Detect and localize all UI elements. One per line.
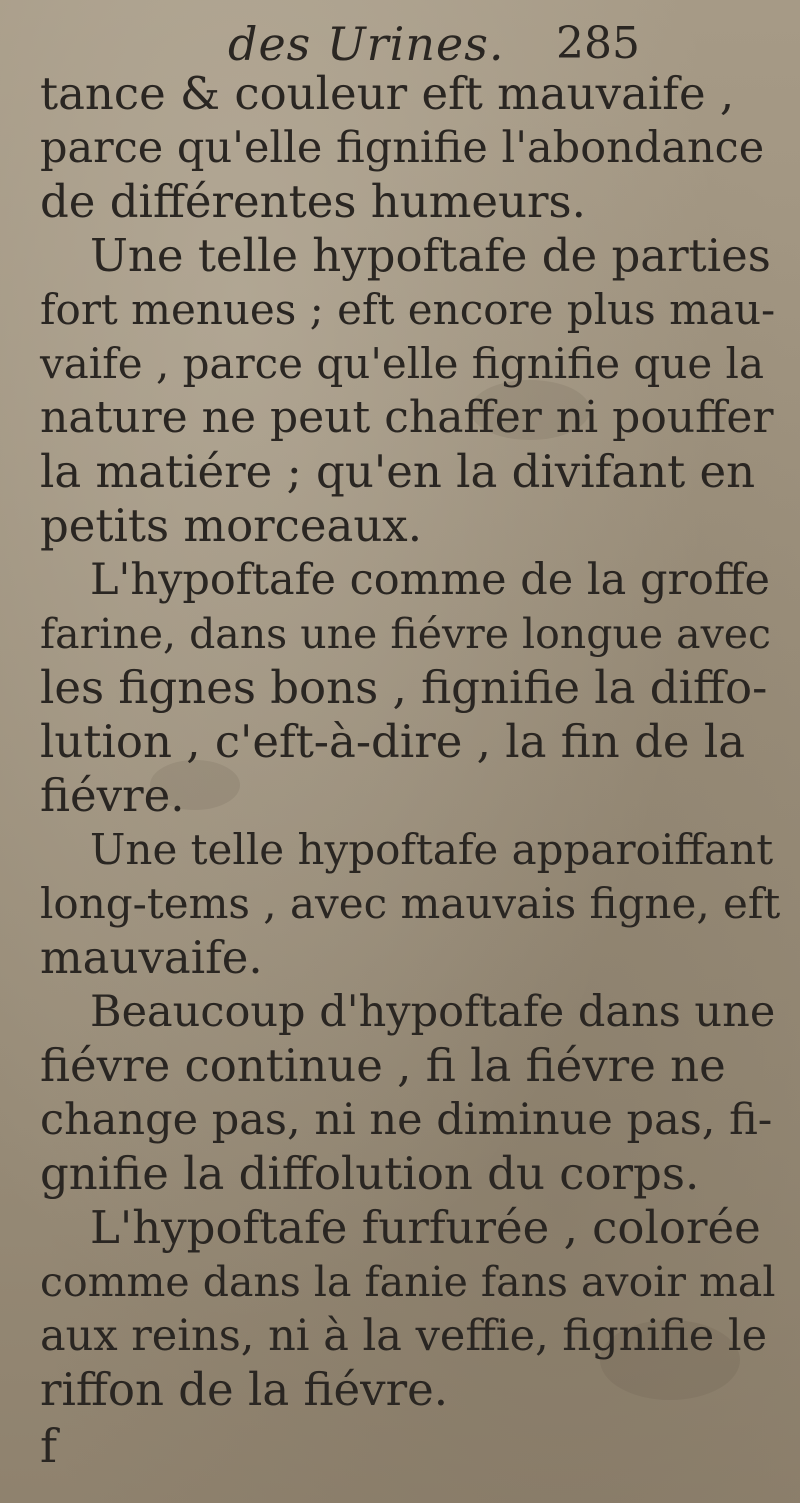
text-line: long-tems , avec mauvais figne, eft — [40, 879, 781, 928]
text-line: mauvaife. — [40, 931, 263, 984]
text-line: L'hypoftafe furfurée , colorée — [90, 1201, 761, 1254]
text-line: la matiére ; qu'en la divifant en — [40, 445, 756, 498]
text-line: riffon de la fiévre. — [40, 1363, 449, 1416]
text-line: vaife , parce qu'elle fignifie que la — [40, 339, 765, 388]
text-line: les fignes bons , fignifie la diffo- — [40, 661, 768, 714]
catchword: f — [40, 1419, 58, 1473]
text-line: tance & couleur eft mauvaife , — [40, 67, 735, 120]
text-line: comme dans la fanie fans avoir mal — [40, 1258, 776, 1306]
text-line: parce qu'elle fignifie l'abondance — [40, 123, 765, 173]
text-line: L'hypoftafe comme de la groffe — [90, 555, 770, 605]
text-line: change pas, ni ne diminue pas, fi- — [40, 1095, 773, 1145]
text-line: Beaucoup d'hypoftafe dans une — [90, 987, 776, 1037]
page-number: 285 — [556, 18, 640, 69]
text-line: aux reins, ni à la veffie, fignifie le — [40, 1311, 768, 1361]
text-line: lution , c'eft-à-dire , la fin de la — [40, 715, 746, 768]
text-line: nature ne peut chaffer ni pouffer — [40, 392, 774, 443]
text-line: fiévre continue , fi la fiévre ne — [40, 1039, 726, 1092]
text-line: gnifie la diffolution du corps. — [40, 1147, 700, 1200]
text-line: farine, dans une fiévre longue avec — [40, 610, 771, 658]
text-line: petits morceaux. — [40, 499, 422, 552]
text-line: Une telle hypoftafe apparoiffant — [90, 825, 774, 874]
text-line: Une telle hypoftafe de parties — [90, 229, 771, 282]
page-header — [0, 14, 800, 74]
text-line: fort menues ; eft encore plus mau- — [40, 285, 776, 334]
text-line: de différentes humeurs. — [40, 175, 586, 228]
running-title: des Urines. — [228, 17, 505, 71]
text-line: fiévre. — [40, 769, 185, 822]
